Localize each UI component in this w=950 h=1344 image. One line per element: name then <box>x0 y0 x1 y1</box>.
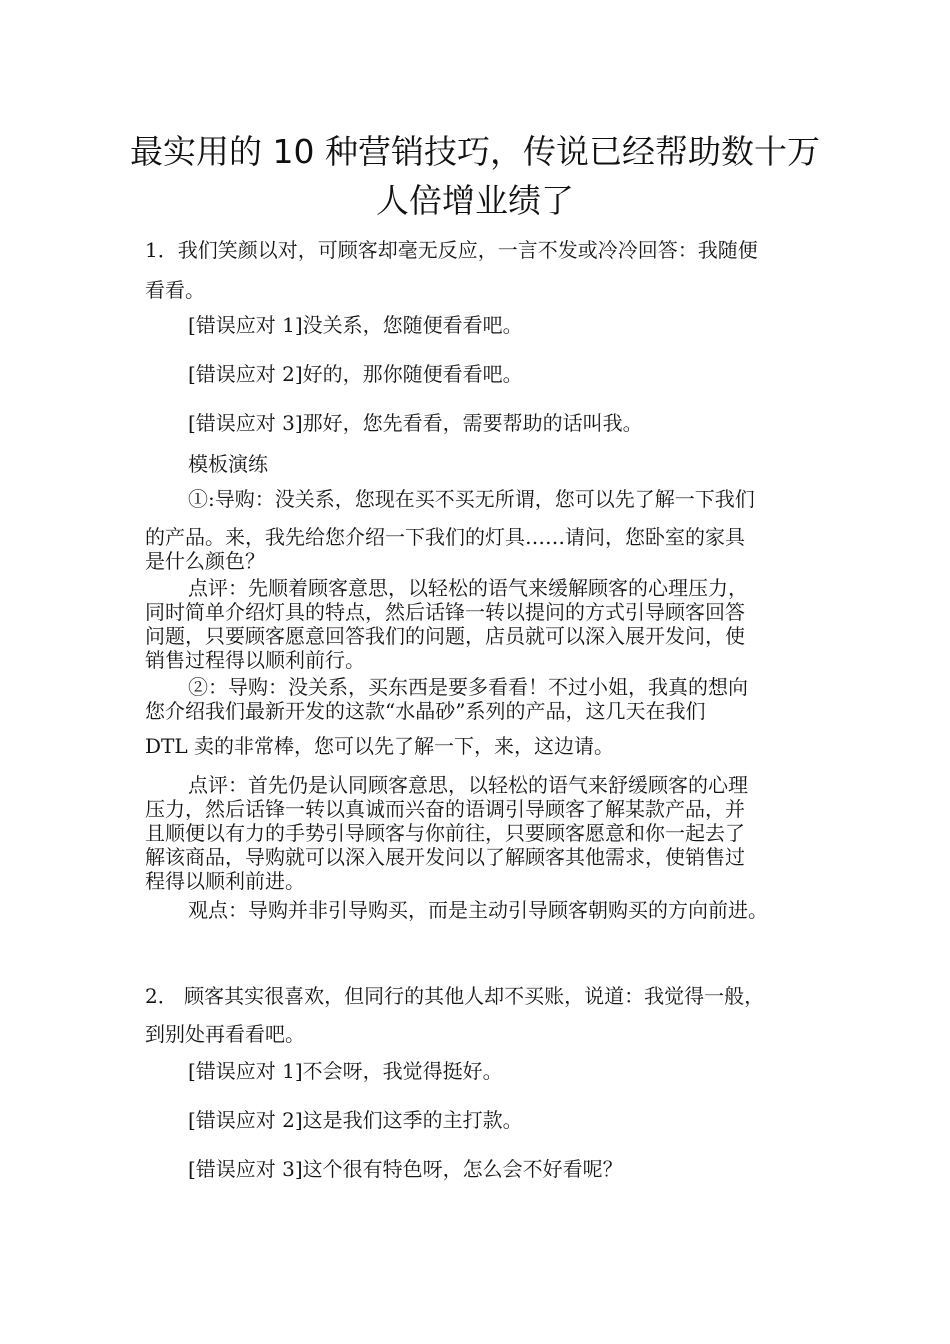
wrong-response-2-3: [错误应对 3]这个很有特色呀，怎么会不好看呢？ <box>188 1157 623 1181</box>
wrong-response-2: [错误应对 2]好的，那你随便看看吧。 <box>188 362 523 386</box>
wrong-response-3: [错误应对 3]那好，您先看看，需要帮助的话叫我。 <box>188 411 643 435</box>
document-title-line-1: 最实用的 10 种营销技巧，传说已经帮助数十万 <box>130 132 820 171</box>
example-1-line-1: ①:导购：没关系，您现在买不买无所谓，您可以先了解一下我们 <box>188 487 755 511</box>
comment-1-line-2: 同时简单介绍灯具的特点，然后话锋一转以提问的方式引导顾客回答 <box>145 600 745 624</box>
comment-1-line-1: 点评：先顺着顾客意思，以轻松的语气来缓解顾客的心理压力， <box>188 576 748 600</box>
question-1-line-1: 1．我们笑颜以对，可顾客却毫无反应，一言不发或冷冷回答：我随便 <box>145 238 758 262</box>
question-2-line-2: 到别处再看看吧。 <box>145 1022 305 1046</box>
question-2-line-1: 2． 顾客其实很喜欢，但同行的其他人却不买账，说道：我觉得一般， <box>145 984 765 1008</box>
wrong-response-2-1: [错误应对 1]不会呀，我觉得挺好。 <box>188 1059 503 1083</box>
comment-2-line-5: 程得以顺利前进。 <box>145 869 305 893</box>
example-2-line-2: 您介绍我们最新开发的这款“水晶砂”系列的产品，这几天在我们 <box>145 699 706 723</box>
viewpoint: 观点：导购并非引导购买，而是主动引导顾客朝购买的方向前进。 <box>188 898 768 922</box>
example-1-line-2: 的产品。来，我先给您介绍一下我们的灯具……请问，您卧室的家具 <box>145 525 745 549</box>
example-2-line-1: ②：导购：没关系，买东西是要多看看！不过小姐，我真的想向 <box>188 675 748 699</box>
document-title-line-2: 人倍增业绩了 <box>376 181 574 220</box>
comment-2-line-3: 且顺便以有力的手势引导顾客与你前往，只要顾客愿意和你一起去了 <box>145 821 745 845</box>
question-1-line-2: 看看。 <box>145 278 205 302</box>
comment-1-line-4: 销售过程得以顺利前行。 <box>145 648 365 672</box>
example-1-line-3: 是什么颜色？ <box>145 549 265 573</box>
comment-2-line-4: 解该商品，导购就可以深入展开发问以了解顾客其他需求，使销售过 <box>145 845 745 869</box>
comment-2-line-2: 压力，然后话锋一转以真诚而兴奋的语调引导顾客了解某款产品，并 <box>145 797 745 821</box>
example-2-line-3: DTL 卖的非常棒，您可以先了解一下，来，这边请。 <box>145 734 615 758</box>
comment-2-line-1: 点评：首先仍是认同顾客意思，以轻松的语气来舒缓顾客的心理 <box>188 773 748 797</box>
comment-1-line-3: 问题，只要顾客愿意回答我们的问题，店员就可以深入展开发问，使 <box>145 624 745 648</box>
wrong-response-2-2: [错误应对 2]这是我们这季的主打款。 <box>188 1108 523 1132</box>
wrong-response-1: [错误应对 1]没关系，您随便看看吧。 <box>188 313 523 337</box>
template-heading: 模板演练 <box>188 452 268 476</box>
